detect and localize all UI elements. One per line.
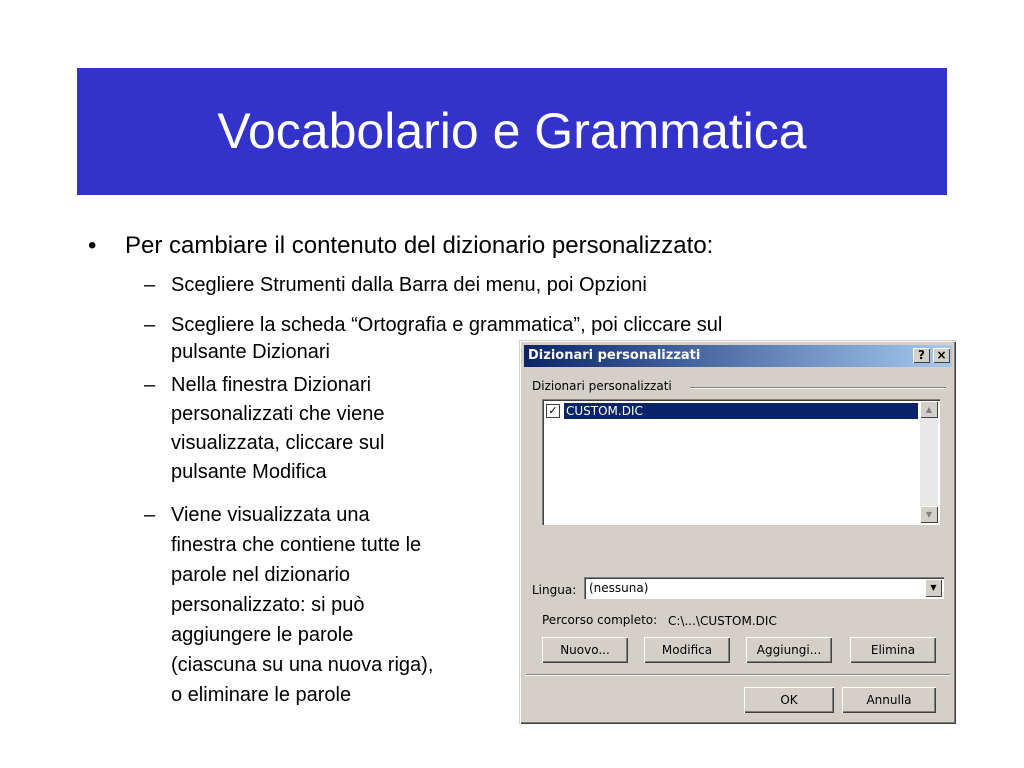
dash: – bbox=[144, 374, 156, 396]
list-item[interactable] bbox=[546, 403, 916, 419]
help-button[interactable]: ? bbox=[913, 348, 930, 363]
dialog-separator bbox=[526, 674, 950, 676]
sub-bullet-text: o eliminare le parole bbox=[171, 684, 352, 706]
scroll-down-icon[interactable]: ▼ bbox=[920, 506, 938, 523]
path-value: C:\...\CUSTOM.DIC bbox=[668, 614, 777, 628]
modify-button[interactable]: Modifica bbox=[644, 637, 730, 663]
sub-bullet-text: finestra che contiene tutte le bbox=[171, 534, 422, 556]
dictionary-checkbox[interactable]: ✓ bbox=[546, 404, 560, 418]
main-bullet-text: Per cambiare il contenuto del dizionario personalizzato: bbox=[125, 232, 714, 259]
delete-button[interactable]: Elimina bbox=[850, 637, 936, 663]
sub-bullet-text: pulsante Dizionari bbox=[171, 341, 330, 363]
dialog-title: Dizionari personalizzati bbox=[528, 348, 701, 363]
dialog-titlebar[interactable] bbox=[524, 345, 952, 367]
sub-bullet-text: Nella finestra Dizionari bbox=[171, 374, 372, 396]
group-label: Dizionari personalizzati bbox=[532, 379, 672, 393]
add-button[interactable]: Aggiungi... bbox=[746, 637, 832, 663]
dictionary-list[interactable] bbox=[542, 399, 940, 525]
sub-bullet-text: Scegliere la scheda “Ortografia e grammatica”, poi cliccare sul bbox=[171, 314, 723, 336]
language-select[interactable] bbox=[584, 577, 944, 599]
slide-title-band bbox=[77, 68, 947, 195]
dash: – bbox=[144, 274, 156, 296]
sub-bullet-text: Viene visualizzata una bbox=[171, 504, 370, 526]
list-scrollbar[interactable] bbox=[920, 401, 938, 523]
bullet-dot: • bbox=[88, 232, 97, 259]
sub-bullet-text: pulsante Modifica bbox=[171, 461, 327, 483]
cancel-button[interactable]: Annulla bbox=[842, 687, 936, 713]
sub-bullet-text: personalizzati che viene bbox=[171, 403, 385, 425]
ok-button[interactable]: OK bbox=[744, 687, 834, 713]
chevron-down-icon[interactable]: ▼ bbox=[925, 579, 942, 597]
dictionary-name: CUSTOM.DIC bbox=[564, 403, 918, 419]
dash: – bbox=[144, 504, 156, 526]
sub-bullet-text: personalizzato: si può bbox=[171, 594, 365, 616]
slide-title: Vocabolario e Grammatica bbox=[217, 103, 807, 159]
path-label: Percorso completo: bbox=[542, 613, 658, 627]
language-value: (nessuna) bbox=[589, 581, 649, 595]
custom-dictionaries-dialog bbox=[519, 340, 956, 724]
new-button[interactable]: Nuovo... bbox=[542, 637, 628, 663]
scroll-up-icon[interactable]: ▲ bbox=[920, 401, 938, 418]
sub-bullet-text: visualizzata, cliccare sul bbox=[171, 432, 385, 454]
group-divider bbox=[690, 387, 946, 389]
sub-bullet-text: (ciascuna su una nuova riga), bbox=[171, 654, 434, 676]
sub-bullet-text: aggiungere le parole bbox=[171, 624, 354, 646]
language-label: Lingua: bbox=[532, 583, 577, 597]
sub-bullet-text: Scegliere Strumenti dalla Barra dei menu, poi Opzioni bbox=[171, 274, 647, 296]
close-button[interactable]: × bbox=[933, 348, 950, 363]
sub-bullet-text: parole nel dizionario bbox=[171, 564, 351, 586]
dash: – bbox=[144, 314, 156, 336]
